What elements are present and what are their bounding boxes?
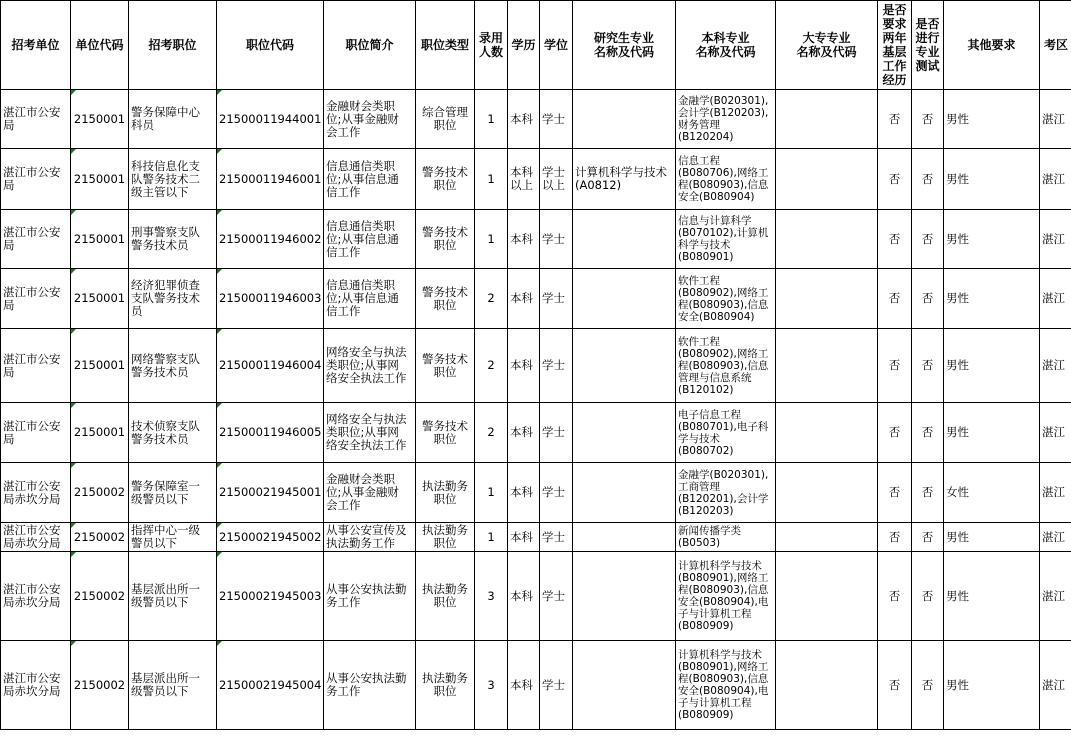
cell-intro: 网络安全与执法 类职位;从事网 络安全执法工作	[324, 329, 416, 403]
header-intro: 职位简介	[324, 1, 416, 90]
cell-position: 技术侦察支队 警务技术员	[129, 403, 217, 463]
cell-type: 执法勤务 职位	[416, 523, 475, 552]
cell-unit-code: 2150002	[71, 523, 129, 552]
cell-area: 湛江	[1040, 90, 1071, 149]
cell-area: 湛江	[1040, 149, 1071, 210]
cell-degree: 学士	[540, 210, 573, 269]
cell-bach-major: 软件工程 (B080902),网络工 程(B080903),信息 安全(B080904)	[676, 269, 776, 329]
cell-unit-code: 2150002	[71, 463, 129, 523]
cell-edu: 本科	[508, 90, 540, 149]
cell-edu: 本科	[508, 523, 540, 552]
cell-unit-code: 2150002	[71, 552, 129, 641]
cell-degree: 学士	[540, 463, 573, 523]
cell-intro: 网络安全与执法 类职位;从事网 络安全执法工作	[324, 403, 416, 463]
cell-intro: 信息通信类职 位;从事信息通 信工作	[324, 269, 416, 329]
cell-position: 警务保障中心 科员	[129, 90, 217, 149]
cell-position-code: 21500021945001	[217, 463, 324, 523]
cell-count: 1	[475, 90, 508, 149]
cell-college-major	[776, 329, 878, 403]
header-exp: 是否 要求 两年 基层 工作 经历	[878, 1, 912, 90]
cell-type: 警务技术 职位	[416, 210, 475, 269]
cell-count: 3	[475, 641, 508, 730]
cell-bach-major: 软件工程 (B080902),网络工 程(B080903),信息 管理与信息系统 (B120102)	[676, 329, 776, 403]
cell-edu: 本科	[508, 403, 540, 463]
cell-exp: 否	[878, 403, 912, 463]
cell-unit-code: 2150001	[71, 269, 129, 329]
cell-test: 否	[912, 90, 944, 149]
cell-grad-major: 计算机科学与技术 (A0812)	[573, 149, 676, 210]
cell-other: 男性	[944, 329, 1040, 403]
cell-area: 湛江	[1040, 523, 1071, 552]
cell-unit: 湛江市公安 局赤坎分局	[1, 463, 71, 523]
header-area: 考区	[1040, 1, 1071, 90]
cell-test: 否	[912, 403, 944, 463]
table-row	[1, 329, 1071, 403]
header-degree: 学位	[540, 1, 573, 90]
cell-other: 男性	[944, 210, 1040, 269]
cell-unit-code: 2150001	[71, 329, 129, 403]
cell-intro: 从事公安执法勤 务工作	[324, 552, 416, 641]
cell-grad-major	[573, 90, 676, 149]
header-unit-code: 单位代码	[71, 1, 129, 90]
cell-position-code: 21500021945003	[217, 552, 324, 641]
cell-edu: 本科	[508, 641, 540, 730]
cell-degree: 学士 以上	[540, 149, 573, 210]
cell-position: 科技信息化支 队警务技术二 级主管以下	[129, 149, 217, 210]
table-row	[1, 403, 1071, 463]
table-row	[1, 523, 1071, 552]
cell-position: 基层派出所一 级警员以下	[129, 552, 217, 641]
cell-edu: 本科	[508, 210, 540, 269]
cell-degree: 学士	[540, 641, 573, 730]
header-position-code: 职位代码	[217, 1, 324, 90]
cell-area: 湛江	[1040, 210, 1071, 269]
cell-test: 否	[912, 329, 944, 403]
cell-college-major	[776, 552, 878, 641]
cell-position-code: 21500011946005	[217, 403, 324, 463]
cell-bach-major: 金融学(B020301), 会计学(B120203), 财务管理 (B120204)	[676, 90, 776, 149]
cell-type: 执法勤务 职位	[416, 552, 475, 641]
cell-position: 网络警察支队 警务技术员	[129, 329, 217, 403]
cell-college-major	[776, 641, 878, 730]
header-row	[1, 1, 1071, 90]
cell-type: 综合管理 职位	[416, 90, 475, 149]
cell-bach-major: 计算机科学与技术 (B080901),网络工 程(B080903),信息 安全(B080904),电 子与计算机工程 (B080909)	[676, 641, 776, 730]
cell-intro: 从事公安执法勤 务工作	[324, 641, 416, 730]
cell-count: 1	[475, 463, 508, 523]
cell-test: 否	[912, 641, 944, 730]
cell-test: 否	[912, 463, 944, 523]
cell-degree: 学士	[540, 329, 573, 403]
cell-position-code: 21500011944001	[217, 90, 324, 149]
cell-bach-major: 信息工程 (B080706),网络工 程(B080903),信息 安全(B080904)	[676, 149, 776, 210]
cell-college-major	[776, 90, 878, 149]
cell-test: 否	[912, 552, 944, 641]
cell-bach-major: 信息与计算科学 (B070102),计算机 科学与技术 (B080901)	[676, 210, 776, 269]
cell-grad-major	[573, 269, 676, 329]
header-unit: 招考单位	[1, 1, 71, 90]
cell-area: 湛江	[1040, 463, 1071, 523]
cell-unit: 湛江市公安 局	[1, 90, 71, 149]
cell-position: 经济犯罪侦查 支队警务技术 员	[129, 269, 217, 329]
cell-test: 否	[912, 523, 944, 552]
cell-area: 湛江	[1040, 641, 1071, 730]
cell-test: 否	[912, 149, 944, 210]
cell-exp: 否	[878, 552, 912, 641]
cell-position: 基层派出所一 级警员以下	[129, 641, 217, 730]
cell-area: 湛江	[1040, 329, 1071, 403]
cell-position-code: 21500021945002	[217, 523, 324, 552]
cell-other: 男性	[944, 523, 1040, 552]
header-count: 录用 人数	[475, 1, 508, 90]
cell-unit-code: 2150001	[71, 403, 129, 463]
cell-degree: 学士	[540, 523, 573, 552]
cell-count: 2	[475, 403, 508, 463]
cell-college-major	[776, 523, 878, 552]
cell-unit-code: 2150001	[71, 149, 129, 210]
header-other: 其他要求	[944, 1, 1040, 90]
cell-exp: 否	[878, 269, 912, 329]
cell-unit: 湛江市公安 局赤坎分局	[1, 523, 71, 552]
cell-edu: 本科	[508, 329, 540, 403]
cell-edu: 本科	[508, 463, 540, 523]
cell-unit-code: 2150002	[71, 641, 129, 730]
cell-degree: 学士	[540, 269, 573, 329]
cell-position-code: 21500011946004	[217, 329, 324, 403]
cell-degree: 学士	[540, 90, 573, 149]
cell-intro: 金融财会类职 位;从事金融财 会工作	[324, 90, 416, 149]
cell-edu: 本科	[508, 269, 540, 329]
cell-unit-code: 2150001	[71, 210, 129, 269]
cell-bach-major: 电子信息工程 (B080701),电子科 学与技术 (B080702)	[676, 403, 776, 463]
cell-count: 2	[475, 329, 508, 403]
cell-exp: 否	[878, 523, 912, 552]
cell-unit: 湛江市公安 局	[1, 210, 71, 269]
cell-bach-major: 计算机科学与技术 (B080901),网络工 程(B080903),信息 安全(B080904),电 子与计算机工程 (B080909)	[676, 552, 776, 641]
cell-exp: 否	[878, 463, 912, 523]
cell-grad-major	[573, 210, 676, 269]
cell-grad-major	[573, 641, 676, 730]
cell-other: 男性	[944, 269, 1040, 329]
cell-type: 警务技术 职位	[416, 329, 475, 403]
cell-college-major	[776, 149, 878, 210]
cell-area: 湛江	[1040, 269, 1071, 329]
cell-intro: 从事公安宣传及 执法勤务工作	[324, 523, 416, 552]
table-row	[1, 463, 1071, 523]
cell-intro: 金融财会类职 位;从事金融财 会工作	[324, 463, 416, 523]
cell-count: 1	[475, 210, 508, 269]
cell-count: 2	[475, 269, 508, 329]
table-row	[1, 552, 1071, 641]
header-college-major: 大专专业 名称及代码	[776, 1, 878, 90]
cell-other: 男性	[944, 149, 1040, 210]
cell-position: 警务保障室一 级警员以下	[129, 463, 217, 523]
header-type: 职位类型	[416, 1, 475, 90]
cell-other: 男性	[944, 641, 1040, 730]
cell-bach-major: 新闻传播学类 (B0503)	[676, 523, 776, 552]
cell-unit: 湛江市公安 局	[1, 329, 71, 403]
cell-college-major	[776, 463, 878, 523]
cell-position-code: 21500021945004	[217, 641, 324, 730]
cell-count: 1	[475, 149, 508, 210]
cell-exp: 否	[878, 641, 912, 730]
cell-count: 1	[475, 523, 508, 552]
header-bach-major: 本科专业 名称及代码	[676, 1, 776, 90]
cell-type: 警务技术 职位	[416, 403, 475, 463]
cell-college-major	[776, 210, 878, 269]
cell-exp: 否	[878, 329, 912, 403]
table-row	[1, 269, 1071, 329]
cell-type: 执法勤务 职位	[416, 641, 475, 730]
table-row	[1, 149, 1071, 210]
cell-degree: 学士	[540, 552, 573, 641]
cell-other: 男性	[944, 403, 1040, 463]
cell-other: 男性	[944, 90, 1040, 149]
header-test: 是否 进行 专业 测试	[912, 1, 944, 90]
cell-edu: 本科	[508, 552, 540, 641]
cell-exp: 否	[878, 90, 912, 149]
header-position: 招考职位	[129, 1, 217, 90]
cell-unit: 湛江市公安 局赤坎分局	[1, 641, 71, 730]
cell-unit: 湛江市公安 局	[1, 269, 71, 329]
cell-type: 执法勤务 职位	[416, 463, 475, 523]
cell-intro: 信息通信类职 位;从事信息通 信工作	[324, 149, 416, 210]
cell-grad-major	[573, 329, 676, 403]
cell-intro: 信息通信类职 位;从事信息通 信工作	[324, 210, 416, 269]
cell-type: 警务技术 职位	[416, 149, 475, 210]
cell-unit: 湛江市公安 局赤坎分局	[1, 552, 71, 641]
cell-exp: 否	[878, 210, 912, 269]
cell-grad-major	[573, 523, 676, 552]
cell-college-major	[776, 269, 878, 329]
cell-college-major	[776, 403, 878, 463]
cell-degree: 学士	[540, 403, 573, 463]
cell-area: 湛江	[1040, 552, 1071, 641]
cell-unit: 湛江市公安 局	[1, 403, 71, 463]
cell-edu: 本科 以上	[508, 149, 540, 210]
cell-exp: 否	[878, 149, 912, 210]
cell-position-code: 21500011946002	[217, 210, 324, 269]
cell-area: 湛江	[1040, 403, 1071, 463]
cell-grad-major	[573, 403, 676, 463]
cell-unit: 湛江市公安 局	[1, 149, 71, 210]
cell-type: 警务技术 职位	[416, 269, 475, 329]
cell-position-code: 21500011946001	[217, 149, 324, 210]
cell-test: 否	[912, 210, 944, 269]
table-row	[1, 641, 1071, 730]
cell-bach-major: 金融学(B020301), 工商管理 (B120201),会计学 (B120203)	[676, 463, 776, 523]
cell-grad-major	[573, 463, 676, 523]
cell-position: 指挥中心一级 警员以下	[129, 523, 217, 552]
cell-count: 3	[475, 552, 508, 641]
header-grad-major: 研究生专业 名称及代码	[573, 1, 676, 90]
header-edu: 学历	[508, 1, 540, 90]
table-row	[1, 210, 1071, 269]
table-row	[1, 90, 1071, 149]
cell-grad-major	[573, 552, 676, 641]
cell-test: 否	[912, 269, 944, 329]
cell-position-code: 21500011946003	[217, 269, 324, 329]
cell-unit-code: 2150001	[71, 90, 129, 149]
cell-position: 刑事警察支队 警务技术员	[129, 210, 217, 269]
cell-other: 女性	[944, 463, 1040, 523]
cell-other: 男性	[944, 552, 1040, 641]
